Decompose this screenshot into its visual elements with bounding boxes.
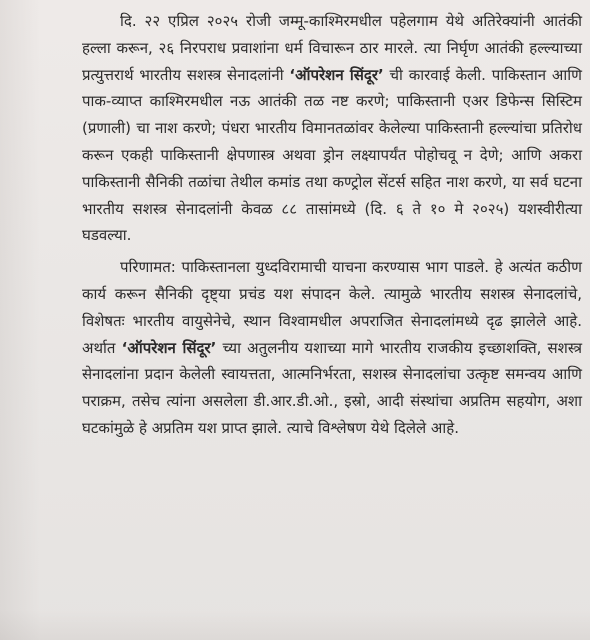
paragraph-2-text: परिणामत: पाकिस्तानला युध्दविरामाची याचना करण्यास भाग पाडले. हे अत्यंत कठीण कार्य करून सैनिकी दृष्ट्या प्रचंड यश संपादन केले. त्यामुळे भारतीय सशस्त्र सेनादलांचे, विशेषतः भारतीय वायुसेनेचे, स्थान विश्वामधील अपराजित सेनादलांमध्ये दृढ झालेले आहे. अर्थात bbox=[82, 258, 582, 357]
paragraph-2-text-continued: च्या अतुलनीय यशाच्या मागे भारतीय राजकीय इच्छाशक्ति, सशस्त्र सेनादलांना प्रदान केलेली स्वायत्तता, आत्मनिर्भरता, सशस्त्र सेनादलांचा उत्कृष्ट समन्वय आणि पराक्रम, तसेच त्यांना असलेला डी.आर.डी.ओ., इस्रो, आदी संस्थांचा अप्रतिम सहयोग, अशा घटकांमुळे हे अप्रतिम यश प्राप्त झाले. त्याचे विश्लेषण येथे दिलेले आहे. bbox=[82, 338, 583, 437]
operation-sindoor-emphasis: ‘ऑपरेशन सिंदूर’ bbox=[121, 338, 217, 357]
operation-sindoor-emphasis: ‘ऑपरेशन सिंदूर’ bbox=[289, 65, 384, 84]
paragraph-1-text-continued: ची कारवाई केली. पाकिस्तान आणि पाक-व्याप्त काश्मिरमधील नऊ आतंकी तळ नष्ट करणे; पाकिस्तानी एअर डिफेन्स सिस्टिम (प्रणाली) चा नाश करणे; पंधरा भारतीय विमानतळांवर केलेल्या पाकिस्तानी हल्ल्यांचा प्रतिरोध करून एकही पाकिस्तानी क्षेपणास्त्र अथवा ड्रोन लक्ष्यापर्यंत पोहोचवू न देणे; आणि अकरा पाकिस्तानी सैनिकी तळांचा तेथील कमांड तथा कण्ट्रोल सेंटर्स सहित नाश करणे, या सर्व घटना भारतीय सशस्त्र सेनादलांनी केवळ ८८ तासांमध्ये (दि. ६ ते १० मे २०२५) यशस्वीरीत्या घडवल्या. bbox=[82, 65, 582, 245]
page-shadow-bottom bbox=[0, 610, 590, 640]
paragraph-1 bbox=[82, 8, 582, 249]
article-body bbox=[82, 8, 582, 447]
page-shadow-left bbox=[0, 0, 40, 640]
paragraph-1-text: दि. २२ एप्रिल २०२५ रोजी जम्मू-काश्मिरमधील पहेलगाम येथे अतिरेक्यांनी आतंकी हल्ला करून, २६ निरपराध प्रवाशांना धर्म विचारून ठार मारले. त्या निर्घृण आतंकी हल्ल्याच्या प्रत्युत्तरार्थ भारतीय सशस्त्र सेनादलांनी bbox=[82, 12, 582, 84]
paragraph-2 bbox=[82, 254, 582, 442]
